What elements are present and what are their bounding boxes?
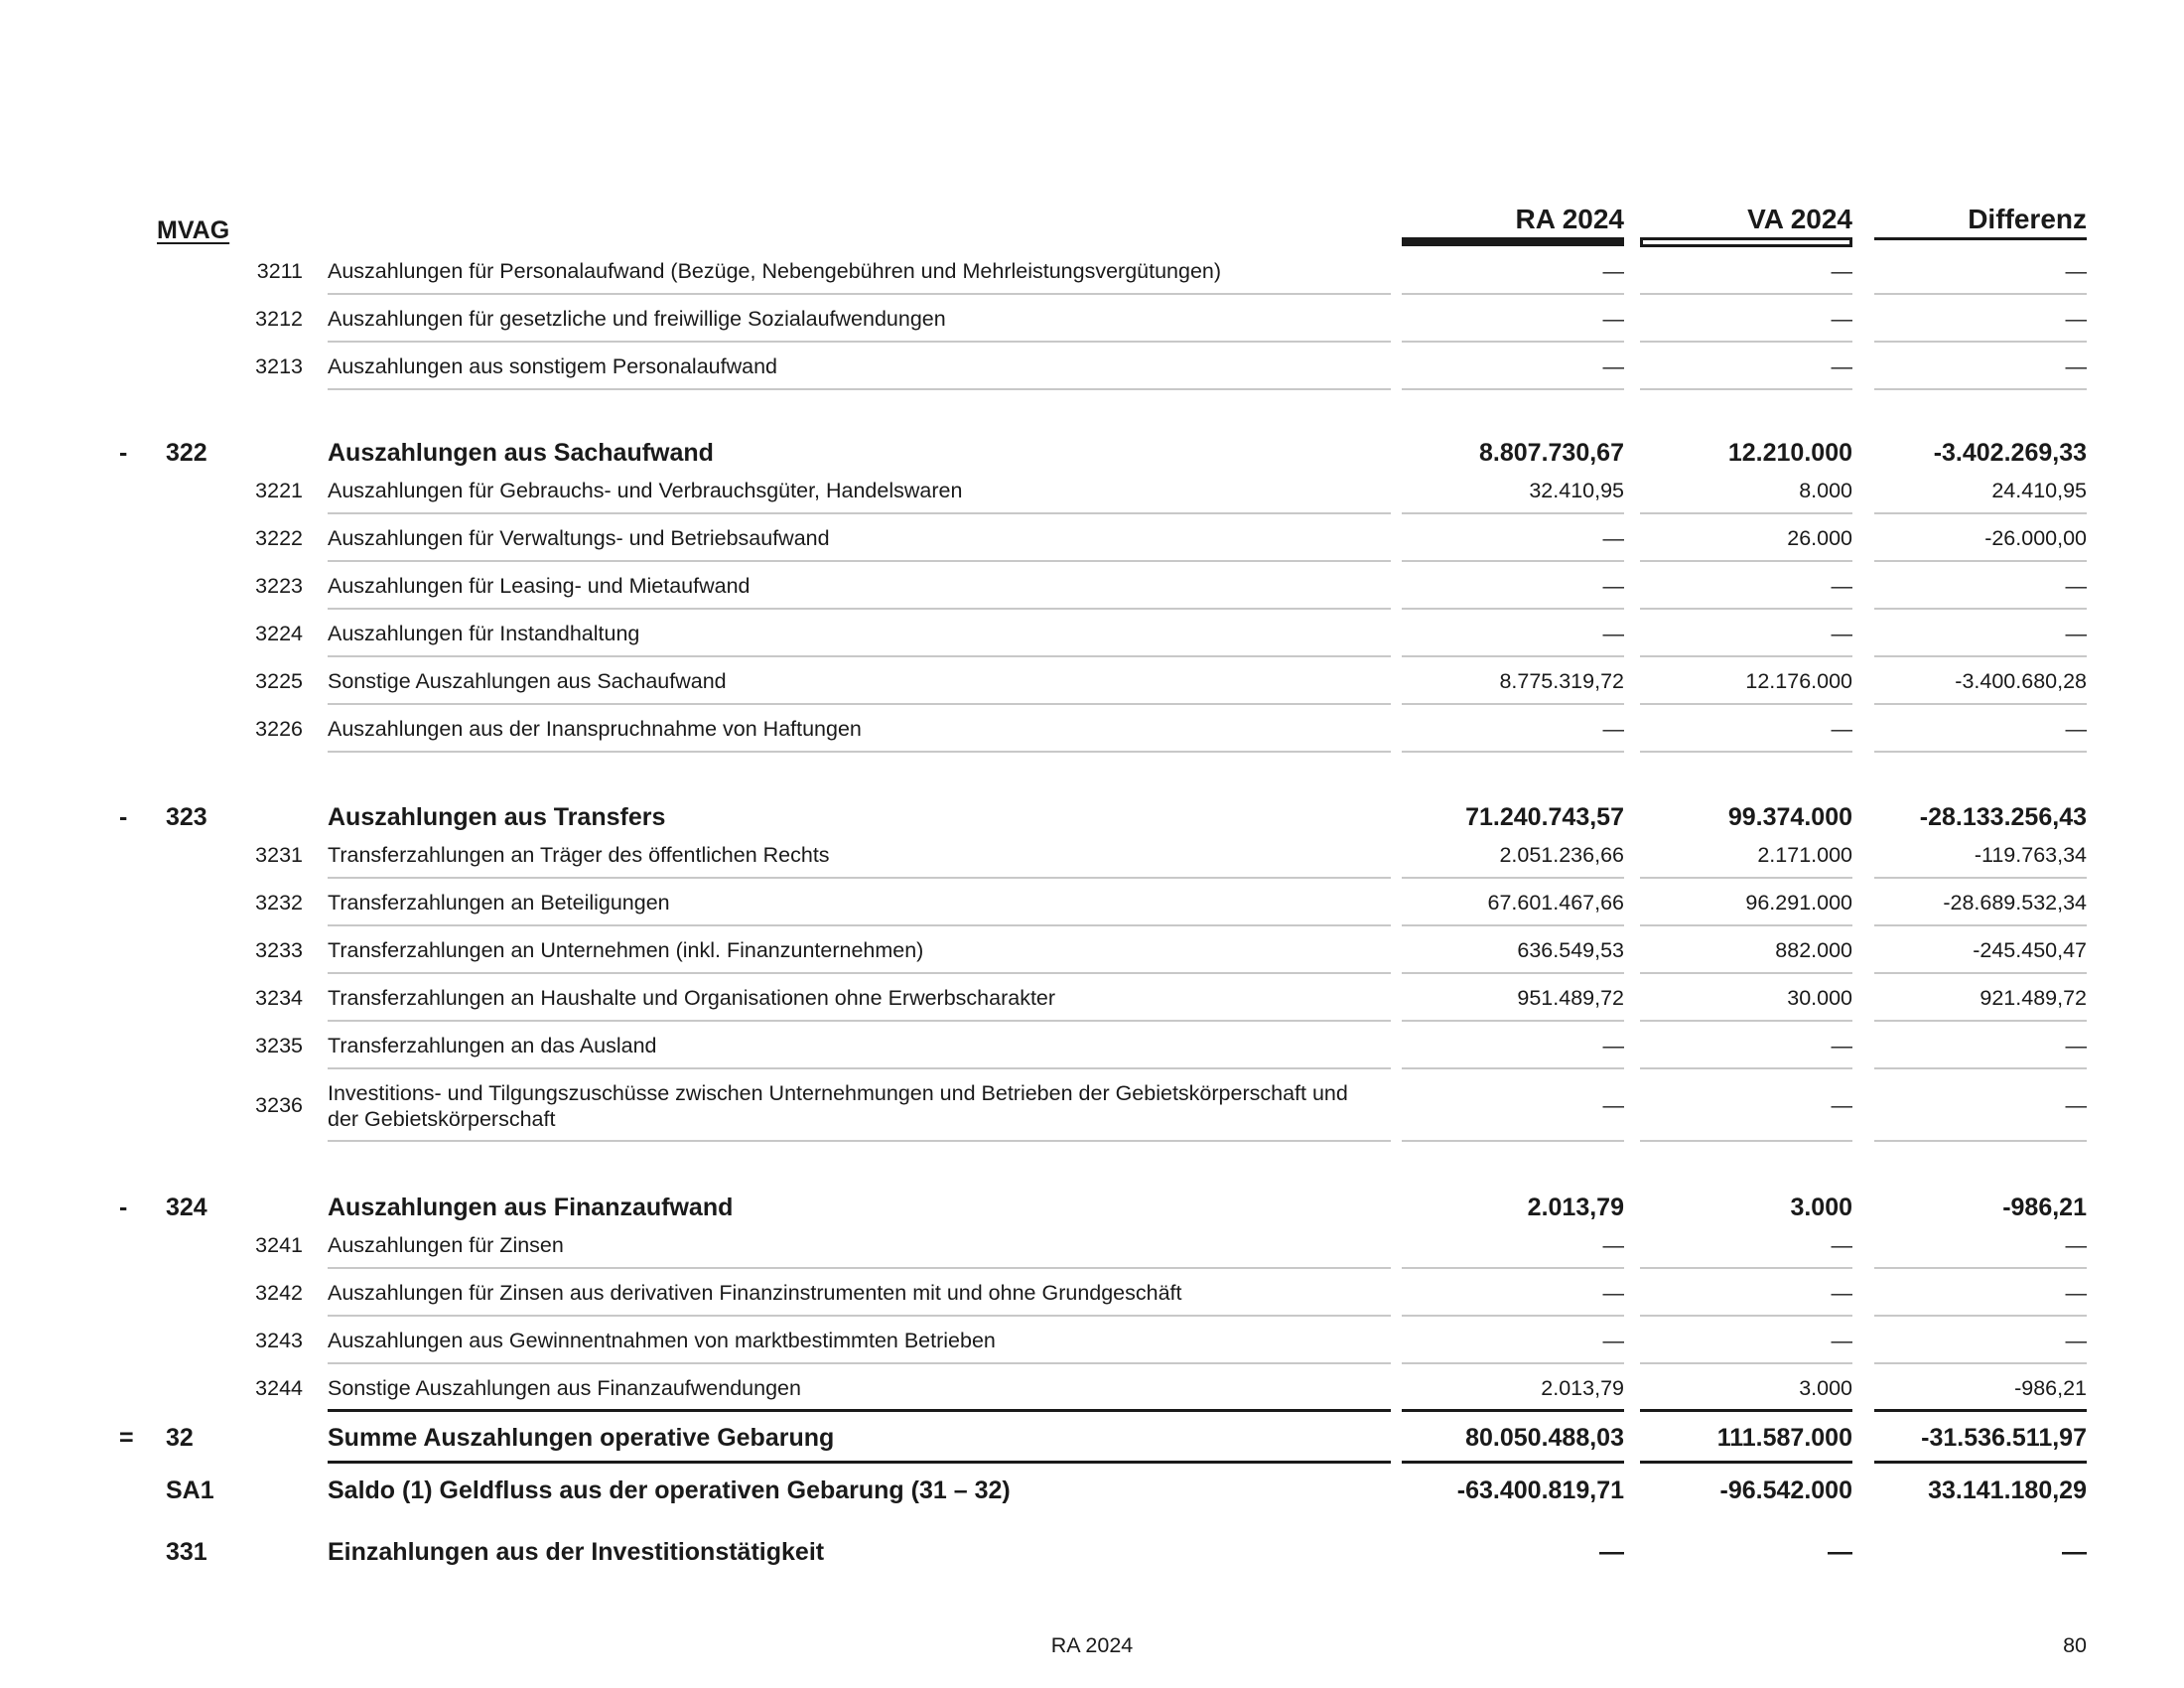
diff-value: -26.000,00 [1984, 525, 2087, 550]
sub-code: 3236 [255, 1093, 303, 1117]
va-value: — [1831, 353, 1852, 378]
va-value: 111.587.000 [1716, 1423, 1852, 1452]
va-value: -96.542.000 [1719, 1476, 1852, 1504]
table-row [0, 295, 2184, 343]
diff-value: — [2065, 1093, 2087, 1117]
va-value: 99.374.000 [1727, 802, 1852, 831]
row-divider [1874, 751, 2087, 753]
diff-value: — [2065, 353, 2087, 378]
sub-code: 3233 [255, 937, 303, 962]
diff-value: — [2065, 1328, 2087, 1352]
table-row [0, 705, 2184, 753]
ra-header-rule [1402, 237, 1624, 246]
table-row [0, 1317, 2184, 1364]
va-value: — [1831, 1232, 1852, 1257]
diff-value: 921.489,72 [1979, 985, 2087, 1010]
row-label: Auszahlungen für Zinsen [328, 1233, 564, 1257]
diff-value: -3.400.680,28 [1955, 668, 2087, 693]
row-label: Transferzahlungen an Träger des öffentlichen Rechts [328, 843, 830, 867]
row-label: Auszahlungen für Gebrauchs- und Verbrauchsgüter, Handelswaren [328, 479, 963, 502]
sub-code: 3243 [255, 1328, 303, 1352]
sub-code: 3231 [255, 842, 303, 867]
ra-value: — [1602, 1232, 1624, 1257]
differenz-column-header: Differenz [1968, 204, 2087, 234]
va-value: 2.171.000 [1757, 842, 1852, 867]
sub-code: 3222 [255, 525, 303, 550]
row-label: Investitions- und Tilgungszuschüsse zwischen Unternehmungen und Betrieben der Gebietskörperschaft und der Gebietskörperschaft [328, 1080, 1348, 1131]
diff-value: -3.402.269,33 [1933, 438, 2087, 467]
row-label: Auszahlungen für Leasing- und Mietaufwand [328, 574, 751, 598]
ra-value: 71.240.743,57 [1465, 802, 1624, 831]
row-divider [1402, 1140, 1624, 1142]
table-row [0, 1069, 2184, 1142]
va-value: — [1831, 1328, 1852, 1352]
row-label: Transferzahlungen an Beteiligungen [328, 891, 670, 914]
table-row [0, 562, 2184, 610]
table-row [0, 1221, 2184, 1269]
table-row [0, 514, 2184, 562]
table-row [0, 1269, 2184, 1317]
diff-value: -28.133.256,43 [1919, 802, 2087, 831]
sub-code: 3225 [255, 668, 303, 693]
ra-value: — [1602, 1280, 1624, 1305]
sub-code: 3226 [255, 716, 303, 741]
ra-value: — [1602, 1328, 1624, 1352]
row-divider [1874, 388, 2087, 390]
va-value: — [1831, 306, 1852, 331]
row-label: Auszahlungen für Verwaltungs- und Betriebsaufwand [328, 526, 830, 550]
row-divider [328, 388, 1391, 390]
row-divider [1874, 1461, 2087, 1464]
row-label: Transferzahlungen an Unternehmen (inkl. Finanzunternehmen) [328, 938, 924, 962]
va-value: — [1831, 1093, 1852, 1117]
row-label: Auszahlungen aus Gewinnentnahmen von marktbestimmten Betrieben [328, 1329, 996, 1352]
group-row-331 [0, 1531, 2184, 1573]
diff-value: — [2065, 573, 2087, 598]
row-divider [328, 1461, 1391, 1464]
sub-code: 3242 [255, 1280, 303, 1305]
ra-value: — [1602, 353, 1624, 378]
table-row [0, 610, 2184, 657]
ra-value: 32.410,95 [1529, 478, 1624, 502]
row-divider [1640, 1461, 1852, 1464]
table-row [0, 657, 2184, 705]
diff-value: -119.763,34 [1974, 842, 2087, 867]
va-value: 96.291.000 [1745, 890, 1852, 914]
row-sign: = [119, 1423, 134, 1452]
group-code: 331 [166, 1537, 207, 1566]
group-code: 324 [166, 1193, 207, 1221]
row-label: Auszahlungen für Personalaufwand (Bezüge, Nebengebühren und Mehrleistungsvergütungen) [328, 259, 1222, 283]
ra-value: 80.050.488,03 [1465, 1423, 1624, 1452]
ra-value: 636.549,53 [1517, 937, 1624, 962]
sub-code: 3213 [255, 353, 303, 378]
table-row [0, 1022, 2184, 1069]
diff-value: -986,21 [2014, 1375, 2087, 1400]
row-label: Auszahlungen für gesetzliche und freiwillige Sozialaufwendungen [328, 307, 946, 331]
table-row [0, 1364, 2184, 1412]
va-value: 3.000 [1790, 1193, 1852, 1221]
diff-value: -28.689.532,34 [1943, 890, 2087, 914]
va-value: — [1831, 621, 1852, 645]
table-row [0, 926, 2184, 974]
diff-value: — [2065, 1033, 2087, 1057]
ra-value: 67.601.467,66 [1487, 890, 1624, 914]
sub-code: 3211 [256, 258, 303, 283]
va-value: 30.000 [1787, 985, 1852, 1010]
diff-value: — [2065, 1280, 2087, 1305]
row-label: Summe Auszahlungen operative Gebarung [328, 1424, 835, 1452]
sub-code: 3212 [255, 306, 303, 331]
saldo-row-sa1 [0, 1470, 2184, 1511]
sub-code: 3234 [255, 985, 303, 1010]
row-divider [1640, 1140, 1852, 1142]
sub-code: 3232 [255, 890, 303, 914]
row-label: Saldo (1) Geldfluss aus der operativen Gebarung (31 – 32) [328, 1477, 1011, 1504]
ra-value: — [1602, 716, 1624, 741]
ra-value: — [1599, 1537, 1624, 1566]
group-code: 323 [166, 802, 207, 831]
sub-code: 3224 [255, 621, 303, 645]
diff-value: — [2065, 258, 2087, 283]
differenz-header-rule [1874, 237, 2087, 240]
sub-code: 3244 [255, 1375, 303, 1400]
va-value: 26.000 [1787, 525, 1852, 550]
row-label: Auszahlungen für Zinsen aus derivativen Finanzinstrumenten mit und ohne Grundgeschäft [328, 1281, 1182, 1305]
sub-code: 3241 [255, 1232, 303, 1257]
sum-row-32 [0, 1412, 2184, 1464]
row-divider [1874, 1140, 2087, 1142]
table-row [0, 467, 2184, 514]
va-value: 8.000 [1799, 478, 1852, 502]
va-value: 882.000 [1775, 937, 1852, 962]
table-row [0, 879, 2184, 926]
diff-value: 33.141.180,29 [1928, 1476, 2087, 1504]
table-row [0, 974, 2184, 1022]
sub-code: 3235 [255, 1033, 303, 1057]
row-label: Auszahlungen aus Transfers [328, 803, 666, 831]
row-divider [328, 1140, 1391, 1142]
row-label: Auszahlungen für Instandhaltung [328, 622, 640, 645]
row-divider [1402, 751, 1624, 753]
ra-value: 8.775.319,72 [1499, 668, 1624, 693]
row-label: Auszahlungen aus sonstigem Personalaufwand [328, 354, 777, 378]
diff-value: -31.536.511,97 [1921, 1423, 2087, 1452]
ra-value: — [1602, 573, 1624, 598]
row-sign: - [119, 802, 128, 831]
row-label: Einzahlungen aus der Investitionstätigkeit [328, 1538, 825, 1566]
table-row [0, 247, 2184, 295]
footer-title: RA 2024 [1050, 1633, 1134, 1657]
table-row [0, 343, 2184, 390]
diff-value: -986,21 [2002, 1193, 2087, 1221]
table-row [0, 831, 2184, 879]
va-value: — [1828, 1537, 1852, 1566]
row-divider [328, 751, 1391, 753]
va-value: — [1831, 573, 1852, 598]
diff-value: — [2065, 716, 2087, 741]
diff-value: — [2065, 621, 2087, 645]
va-2024-column-header: VA 2024 [1747, 204, 1852, 234]
row-label: Sonstige Auszahlungen aus Sachaufwand [328, 669, 727, 693]
ra-value: 951.489,72 [1517, 985, 1624, 1010]
ra-value: 2.051.236,66 [1499, 842, 1624, 867]
row-label: Auszahlungen aus Finanzaufwand [328, 1194, 734, 1221]
ra-value: 8.807.730,67 [1479, 438, 1624, 467]
va-value: — [1831, 1033, 1852, 1057]
row-label: Transferzahlungen an das Ausland [328, 1034, 657, 1057]
ra-value: — [1602, 1093, 1624, 1117]
diff-value: — [2065, 306, 2087, 331]
va-value: 12.176.000 [1745, 668, 1852, 693]
va-header-rule [1640, 237, 1852, 247]
va-value: 12.210.000 [1727, 438, 1852, 467]
row-label: Transferzahlungen an Haushalte und Organisationen ohne Erwerbscharakter [328, 986, 1056, 1010]
row-label: Auszahlungen aus der Inanspruchnahme von Haftungen [328, 717, 862, 741]
row-divider [1640, 388, 1852, 390]
row-divider [1402, 1461, 1624, 1464]
diff-value: 24.410,95 [1991, 478, 2087, 502]
group-code: 32 [166, 1423, 194, 1452]
ra-value: 2.013,79 [1527, 1193, 1624, 1221]
va-value: 3.000 [1799, 1375, 1852, 1400]
row-divider [1402, 388, 1624, 390]
diff-value: — [2065, 1232, 2087, 1257]
row-sign: - [119, 1193, 128, 1221]
row-label: Auszahlungen aus Sachaufwand [328, 439, 714, 467]
ra-value: — [1602, 525, 1624, 550]
diff-value: -245.450,47 [1973, 937, 2087, 962]
va-value: — [1831, 1280, 1852, 1305]
ra-value: — [1602, 306, 1624, 331]
row-divider [1640, 751, 1852, 753]
ra-value: — [1602, 621, 1624, 645]
row-sign: - [119, 438, 128, 467]
va-value: — [1831, 258, 1852, 283]
sub-code: 3221 [255, 478, 303, 502]
group-code: 322 [166, 438, 207, 467]
va-value: — [1831, 716, 1852, 741]
diff-value: — [2062, 1537, 2087, 1566]
ra-value: -63.400.819,71 [1456, 1476, 1624, 1504]
group-code: SA1 [166, 1476, 214, 1504]
mvag-column-header: MVAG [157, 216, 230, 244]
page-number: 80 [2063, 1633, 2087, 1657]
row-label: Sonstige Auszahlungen aus Finanzaufwendungen [328, 1376, 801, 1400]
ra-value: 2.013,79 [1541, 1375, 1624, 1400]
ra-value: — [1602, 258, 1624, 283]
ra-2024-column-header: RA 2024 [1515, 204, 1624, 234]
sub-code: 3223 [255, 573, 303, 598]
ra-value: — [1602, 1033, 1624, 1057]
